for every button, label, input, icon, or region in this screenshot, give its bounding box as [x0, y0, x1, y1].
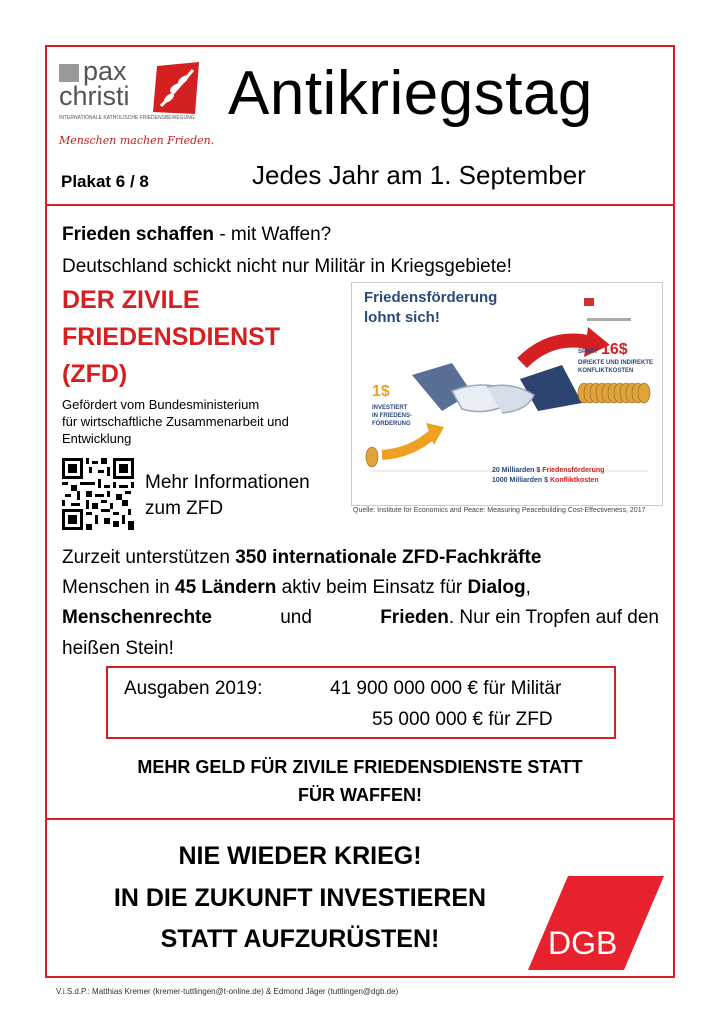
- intro-bold: Frieden schaffen: [62, 224, 215, 245]
- page-subtitle: Jedes Jahr am 1. September: [252, 160, 586, 190]
- slogan-line-3: STATT AUFZURÜSTEN!: [160, 925, 440, 953]
- footer-imprint: V.i.S.d.P.: Matthias Kremer (kremer-tuttlingen@t-online.de) & Edmond Jäger (tuttlingen@dgb.de): [56, 987, 399, 996]
- dgb-logo-text: DGB: [548, 925, 618, 961]
- demand-line-1: MEHR GELD FÜR ZIVILE FRIEDENSDIENSTE STATT: [137, 757, 583, 777]
- graphic-left-amount: 1$: [372, 383, 390, 400]
- graphic-title-2: lohnt sich!: [364, 309, 440, 326]
- body-line-4: heißen Stein!: [62, 638, 174, 659]
- logo-word-christi: christi: [59, 81, 130, 111]
- right-label-2: KONFLIKTKOSTEN: [578, 368, 634, 374]
- divider-bottom: [45, 818, 675, 820]
- bottom2-bold1: 1000 Milliarden $: [492, 477, 549, 484]
- pax-christi-logo: [59, 56, 199, 121]
- zfd-heading-1: DER ZIVILE: [62, 286, 200, 314]
- bottom2-bold2: Konfliktkosten: [549, 477, 599, 484]
- body-l2-b: 45 Ländern: [175, 577, 277, 598]
- left-label-3: FÖRDERUNG: [372, 421, 411, 427]
- expenses-zfd: 55 000 000 € für ZFD: [372, 709, 553, 730]
- zfd-heading-2: FRIEDENSDIENST: [62, 323, 281, 351]
- body-l3-c: Frieden: [380, 607, 449, 628]
- expenses-label: Ausgaben 2019:: [124, 678, 263, 699]
- body-line-1: [62, 543, 659, 573]
- zfd-heading-3: (ZFD): [62, 360, 128, 388]
- dove-branch-icon: [153, 62, 199, 114]
- logo-tagline: Menschen machen Frieden.: [59, 134, 215, 147]
- logo-square: [59, 64, 79, 82]
- body-line-3: [62, 603, 659, 633]
- demand-line-2: FÜR WAFFEN!: [298, 785, 422, 805]
- graphic-bottom-line-1: [492, 467, 604, 474]
- logo-org-line: INTERNATIONALE KATHOLISCHE FRIEDENSBEWEGUNG: [59, 115, 195, 121]
- bottom1-bold1: 20 Milliarden $: [492, 467, 541, 474]
- expenses-military: 41 900 000 000 € für Militär: [330, 678, 562, 699]
- page-title: Antikriegstag: [228, 59, 593, 128]
- body-l1-a: Zurzeit unterstützen: [62, 547, 236, 568]
- qr-code-icon[interactable]: [62, 458, 134, 530]
- body-l3-tail: [380, 603, 659, 633]
- slogan-line-1: NIE WIEDER KRIEG!: [178, 842, 422, 870]
- body-l3-a: Menschenrechte: [62, 607, 212, 628]
- graphic-caption: Quelle: Institute for Economics and Peace: Measuring Peacebuilding Cost-Effectiveness, 2017: [353, 507, 646, 514]
- peacebuilding-infographic: [351, 282, 663, 506]
- graphic-right-label: [578, 359, 653, 375]
- left-label-2: IN FRIEDENS-: [372, 413, 413, 419]
- divider-top: [45, 204, 675, 206]
- right-label-1: DIREKTE UND INDIREKTE: [578, 360, 654, 366]
- graphic-right-amount: 16$: [601, 341, 628, 358]
- sponsor-line-1: Gefördert vom Bundesministerium: [62, 397, 260, 412]
- slogan-line-2: IN DIE ZUKUNFT INVESTIEREN: [113, 884, 487, 912]
- graphic-left-label: [372, 404, 412, 428]
- bottom1-bold2: Friedensförderung: [542, 467, 605, 474]
- body-l1-b: 350 internationale ZFD-Fachkräfte: [235, 547, 542, 568]
- graphic-right-prefix: SPART: [578, 349, 598, 355]
- body-line-2: [62, 573, 659, 603]
- sponsor-line-3: Entwicklung: [62, 431, 132, 446]
- body-l3-b: und: [274, 607, 318, 628]
- graphic-bottom-line-2: [492, 477, 599, 484]
- plakat-number: Plakat 6 / 8: [61, 172, 149, 191]
- logo-word-pax: pax: [83, 56, 127, 86]
- body-l2-d: Dialog: [467, 577, 526, 598]
- body-l2-a: Menschen in: [62, 577, 176, 598]
- more-info-line-1: Mehr Informationen: [145, 472, 310, 493]
- left-label-1: INVESTIERT: [372, 405, 408, 411]
- body-l3-d: . Nur ein Tropfen auf den: [448, 607, 659, 628]
- body-l2-c: aktiv beim Einsatz für: [276, 577, 468, 598]
- graphic-title-1: Friedensförderung: [364, 289, 498, 306]
- body-l2-e: ,: [525, 577, 531, 598]
- intro-line-1: [62, 221, 331, 249]
- intro-line-2: Deutschland schickt nicht nur Militär in Kriegsgebiete!: [62, 256, 512, 277]
- intro-rest: - mit Waffen?: [214, 224, 332, 245]
- more-info-line-2: zum ZFD: [145, 498, 224, 519]
- sponsor-line-2: für wirtschaftliche Zusammenarbeit und: [62, 414, 289, 429]
